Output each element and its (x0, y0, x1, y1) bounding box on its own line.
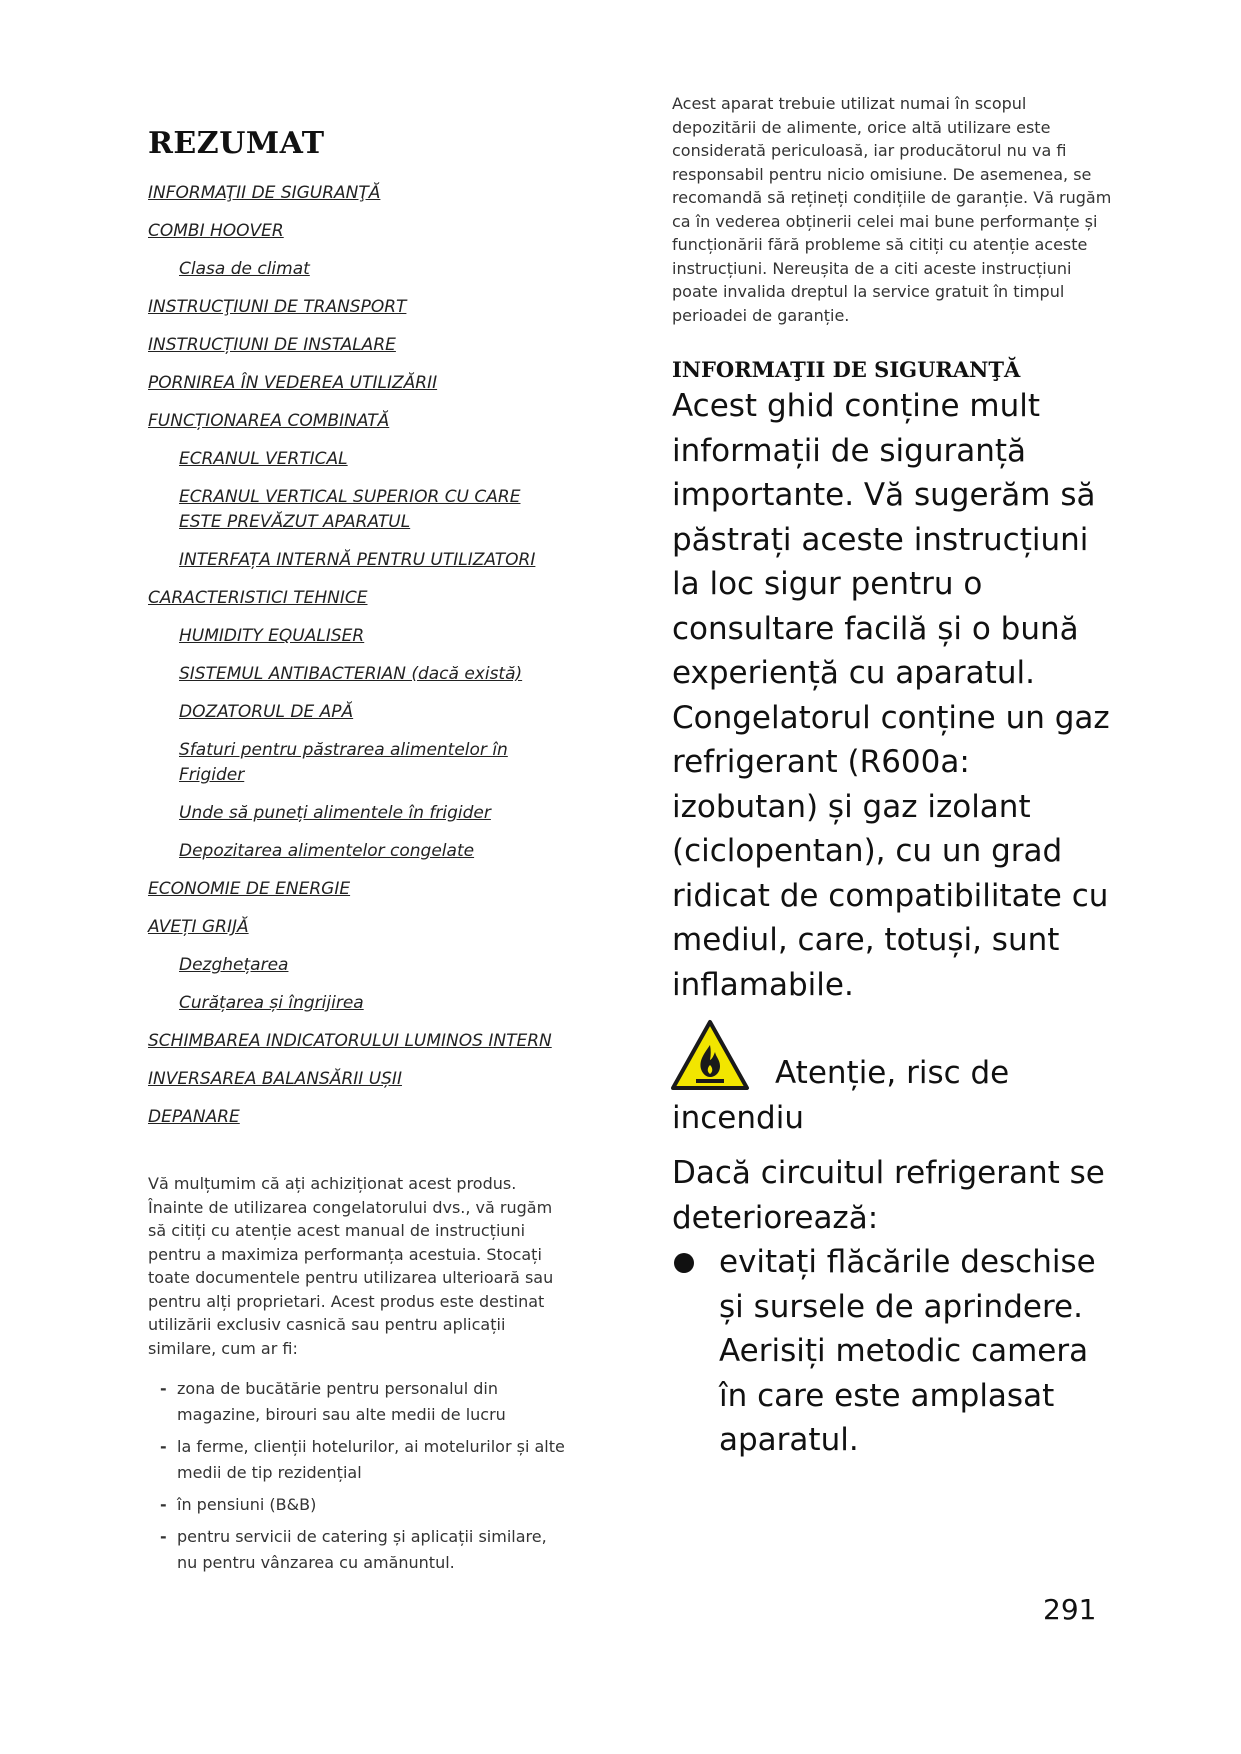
fire-warning (672, 1017, 1112, 1137)
toc-link[interactable]: Sfaturi pentru păstrarea alimentelor în Frigider (179, 740, 508, 785)
toc-link[interactable]: Dezghețarea (179, 955, 289, 975)
dash-bullet-icon: - (160, 1527, 167, 1546)
safety-heading: INFORMAŢII DE SIGURANŢĂ (672, 357, 1021, 382)
toc-link[interactable]: Unde să puneți alimentele în frigider (179, 803, 491, 823)
toc-link[interactable]: Clasa de climat (179, 259, 310, 279)
toc-link[interactable]: Depozitarea alimentelor congelate (179, 841, 475, 861)
toc-link[interactable]: ECRANUL VERTICAL (179, 449, 348, 469)
intro-bullet-text: pentru servicii de catering și aplicații similare, nu pentru vânzarea cu amănuntul. (177, 1527, 547, 1572)
intro-bullet-item (148, 1492, 568, 1518)
toc-link[interactable]: SCHIMBAREA INDICATORULUI LUMINOS INTERN (148, 1031, 552, 1051)
intro-bullet-list (148, 1376, 568, 1576)
page-number: 291 (1043, 1593, 1097, 1626)
left-column (148, 118, 568, 1582)
toc-link[interactable]: DEPANARE (148, 1107, 240, 1127)
toc-link[interactable]: FUNCȚIONAREA COMBINATĂ (148, 411, 390, 431)
intro-bullet-text: în pensiuni (B&B) (177, 1495, 317, 1514)
toc-link[interactable]: INFORMAŢII DE SIGURANŢĂ (148, 183, 381, 203)
dash-bullet-icon: - (160, 1379, 167, 1398)
toc-link[interactable]: CARACTERISTICI TEHNICE (148, 588, 368, 608)
toc-link[interactable]: PORNIREA ÎN VEDEREA UTILIZĂRII (148, 373, 438, 393)
circuit-bullet (672, 1240, 1112, 1463)
fire-warning-text: Atenție, risc de incendiu (672, 1055, 1010, 1136)
intro-bullet-text: zona de bucătărie pentru personalul din magazine, birouri sau alte medii de lucru (177, 1379, 506, 1424)
intro-bullet-item (148, 1524, 568, 1576)
toc-link[interactable]: SISTEMUL ANTIBACTERIAN (dacă există) (179, 664, 523, 684)
dash-bullet-icon: - (160, 1437, 167, 1456)
toc-link[interactable]: DOZATORUL DE APĂ (179, 702, 354, 722)
toc-link[interactable]: INVERSAREA BALANSĂRII UȘII (148, 1069, 402, 1089)
bullet-dot-icon (674, 1253, 694, 1273)
toc-link[interactable]: ECRANUL VERTICAL SUPERIOR CU CARE ESTE PREVĂZUT APARATUL (179, 487, 521, 532)
circuit-bullet-text: evitați flăcările deschise și sursele de aprindere. Aerisiți metodic camera în care este amplasat aparatul. (719, 1244, 1096, 1458)
toc-link[interactable]: INSTRUCŢIUNI DE TRANSPORT (148, 297, 407, 317)
toc-link[interactable]: INTERFAȚA INTERNĂ PENTRU UTILIZATORI (179, 550, 536, 570)
dash-bullet-icon: - (160, 1495, 167, 1514)
toc-list (148, 181, 568, 1130)
toc-title: REZUMAT (148, 126, 325, 161)
right-column (672, 92, 1112, 1463)
intro-bullet-text: la ferme, clienții hotelurilor, ai motelurilor și alte medii de tip rezidențial (177, 1437, 565, 1482)
toc-link[interactable]: ECONOMIE DE ENERGIE (148, 879, 351, 899)
toc-link[interactable]: AVEȚI GRIJĂ (148, 917, 249, 937)
intro-bullet-item (148, 1376, 568, 1428)
toc-link[interactable]: Curățarea și îngrijirea (179, 993, 364, 1013)
intro-bullet-item (148, 1434, 568, 1486)
toc-link[interactable]: COMBI HOOVER (148, 221, 284, 241)
intro-paragraph: Vă mulțumim că ați achiziționat acest produs. Înainte de utilizarea congelatorului dvs., vă rugăm să citiți cu atenție acest manual de instrucțiuni pentru a maximiza performanța acestuia. Stocați toate documentele pentru utilizarea ulterioară sau pentru alți proprietari. Acest produs este destinat utilizării exclusiv casnică sau pentru aplicații similare, cum ar fi: (148, 1174, 554, 1358)
usage-paragraph: Acest aparat trebuie utilizat numai în scopul depozitării de alimente, orice altă utilizare este considerată periculoasă, iar producătorul nu va fi responsabil pentru nicio omisiune. De asemenea, se recomandă să rețineți condițiile de garanție. Vă rugăm ca în vederea obținerii celei mai bune performanțe și funcționării fără probleme să citiți cu atenție aceste instrucțiuni. Nereușita de a citi aceste instrucțiuni poate invalida dreptul la service gratuit în timpul perioadei de garanție. (672, 94, 1112, 325)
safety-paragraph: Acest ghid conține mult informații de siguranță importante. Vă sugerăm să păstrați aceste instrucțiuni la loc sigur pentru o consultare facilă și o bună experiență cu aparatul. Congelatorul conține un gaz refrigerant (R600a: izobutan) și gaz izolant (ciclopentan), cu un grad ridicat de compatibilitate cu mediul, care, totuși, sunt inflamabile. (672, 388, 1110, 1003)
toc-link[interactable]: INSTRUCȚIUNI DE INSTALARE (148, 335, 396, 355)
toc-link[interactable]: HUMIDITY EQUALISER (179, 626, 365, 646)
circuit-paragraph: Dacă circuitul refrigerant se deteriorează: (672, 1155, 1105, 1236)
